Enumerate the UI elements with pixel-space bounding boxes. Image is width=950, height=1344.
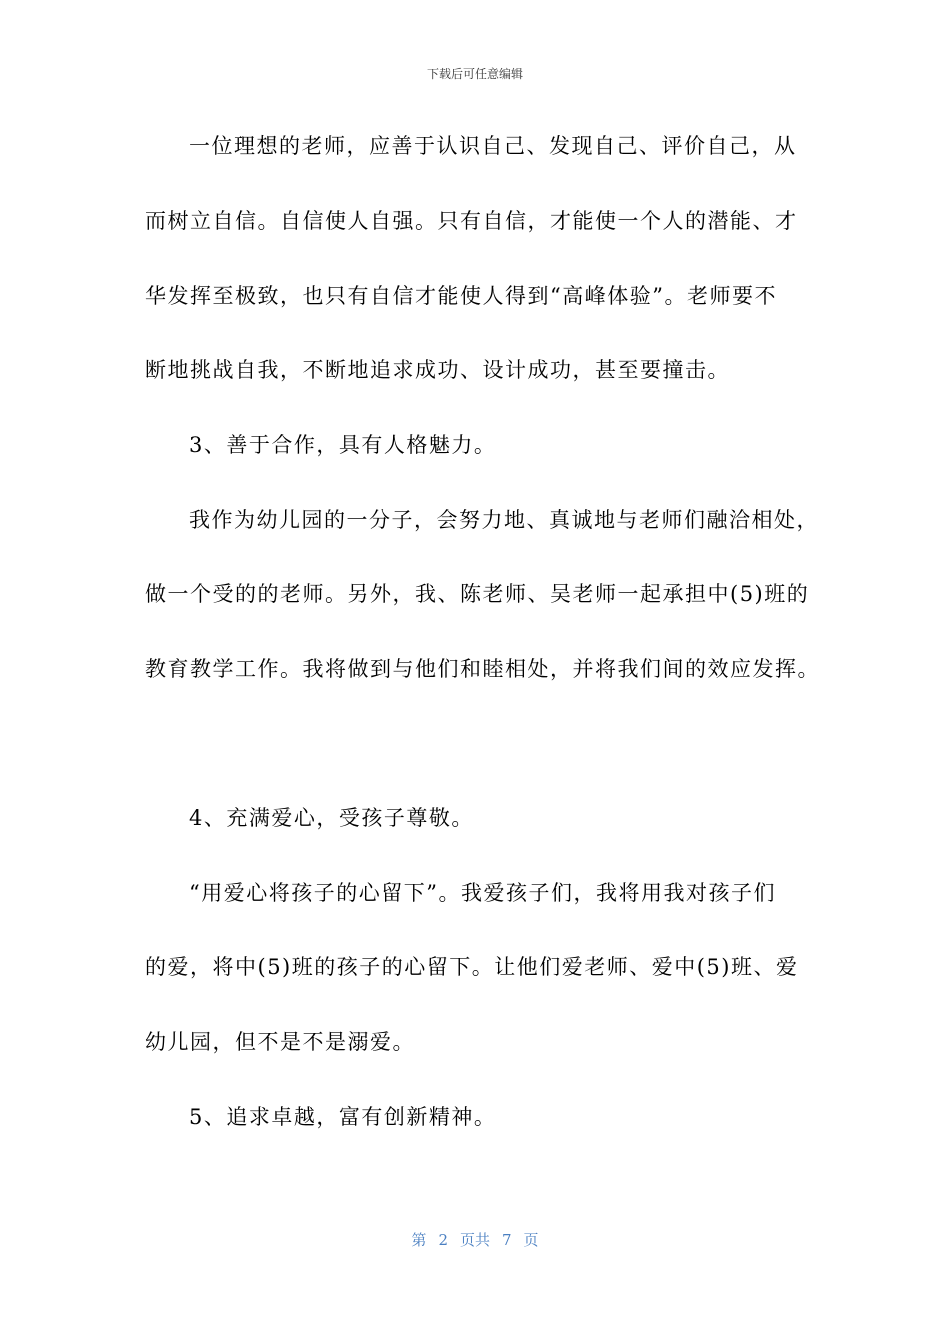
page-footer [0,1230,950,1250]
footer-page-suffix: 页共 [459,1231,490,1249]
body-line: 一位理想的老师，应善于认识自己、发现自己、评价自己，从 [189,134,797,158]
body-line: 我作为幼儿园的一分子，会努力地、真诚地与老师们融洽相处， [189,508,819,532]
body-line: 做一个受的的老师。另外，我、陈老师、吴老师一起承担中(5)班的 [145,582,810,606]
header-note: 下载后可任意编辑 [426,67,523,81]
body-line: 断地挑战自我，不断地追求成功、设计成功，甚至要撞击。 [145,358,730,382]
body-line: 教育教学工作。我将做到与他们和睦相处，并将我们间的效应发挥。 [145,657,820,681]
footer-end-label: 页 [523,1231,539,1249]
footer-total-pages: 7 [502,1231,512,1249]
body-line: 幼儿园，但不是不是溺爱。 [145,1030,415,1054]
section-heading: 3、善于合作，具有人格魅力。 [189,433,497,457]
body-line: 的爱，将中(5)班的孩子的心留下。让他们爱老师、爱中(5)班、爱 [145,955,799,979]
body-line: 华发挥至极致，也只有自信才能使人得到“高峰体验”。老师要不 [145,284,777,308]
footer-current-page: 2 [438,1231,448,1249]
section-heading: 4、充满爱心，受孩子尊敬。 [189,806,474,830]
footer-page-label: 第 [411,1231,427,1249]
body-line: 而树立自信。自信使人自强。只有自信，才能使一个人的潜能、才 [145,209,798,233]
body-line: “用爱心将孩子的心留下”。我爱孩子们，我将用我对孩子们 [189,881,776,905]
section-heading: 5、追求卓越，富有创新精神。 [189,1105,497,1129]
